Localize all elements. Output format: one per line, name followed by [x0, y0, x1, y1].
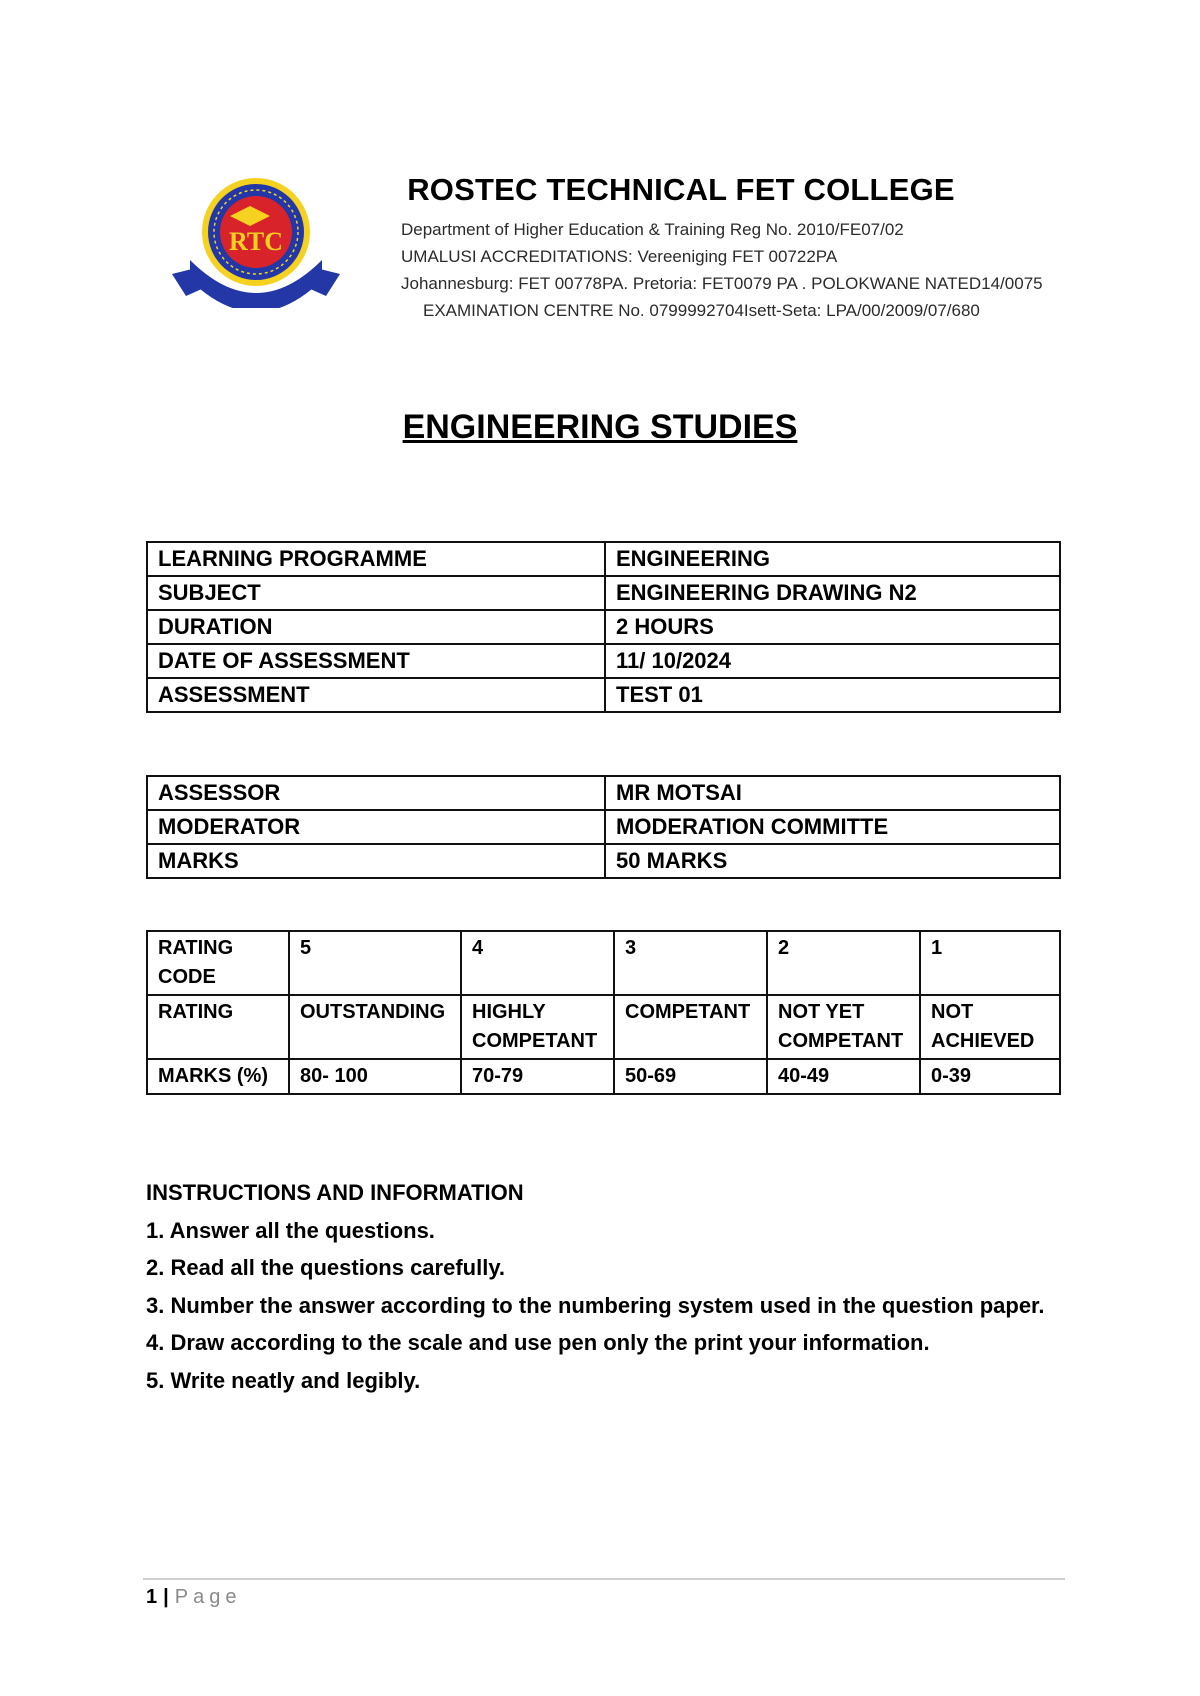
table-row	[147, 931, 1060, 995]
detail-value: ENGINEERING DRAWING N2	[605, 576, 1060, 610]
rating-cell: HIGHLY COMPETANT	[461, 995, 614, 1059]
campus-line: Johannesburg: FET 00778PA. Pretoria: FET0079 PA . POLOKWANE NATED14/0075	[401, 274, 1043, 293]
registration-line: Department of Higher Education & Training Reg No. 2010/FE07/02	[401, 220, 904, 239]
document-title: ENGINEERING STUDIES	[402, 408, 798, 446]
table-row	[147, 644, 1060, 678]
rating-cell: NOT YET COMPETANT	[767, 995, 920, 1059]
letterhead	[166, 172, 1046, 332]
rating-cell: 40-49	[767, 1059, 920, 1094]
staff-table	[146, 775, 1061, 879]
detail-label: LEARNING PROGRAMME	[147, 542, 605, 576]
rating-cell: 4	[461, 931, 614, 995]
rating-cell: 1	[920, 931, 1060, 995]
instructions-title: INSTRUCTIONS AND INFORMATION	[146, 1180, 524, 1205]
college-logo	[166, 176, 346, 308]
footer-separator: |	[163, 1586, 169, 1608]
instruction-item: 2. Read all the questions carefully.	[146, 1255, 506, 1280]
table-row	[147, 576, 1060, 610]
page-label: Page	[174, 1586, 242, 1608]
accreditation-line: UMALUSI ACCREDITATIONS: Vereeniging FET 00722PA	[401, 247, 838, 266]
table-row	[147, 810, 1060, 844]
rating-cell: COMPETANT	[614, 995, 767, 1059]
instruction-item: 3. Number the answer according to the numbering system used in the question paper.	[146, 1292, 1045, 1318]
table-row	[147, 610, 1060, 644]
staff-label: MODERATOR	[147, 810, 605, 844]
table-row	[147, 776, 1060, 810]
rating-cell: 50-69	[614, 1059, 767, 1094]
instruction-item: 1. Answer all the questions.	[146, 1217, 435, 1243]
rating-cell: 80- 100	[289, 1059, 461, 1094]
assessment-details-table	[146, 541, 1061, 713]
exam-centre-line: EXAMINATION CENTRE No. 0799992704Isett-Seta: LPA/00/2009/07/680	[423, 301, 980, 320]
page-number: 1	[146, 1586, 158, 1608]
detail-label: ASSESSMENT	[147, 678, 605, 712]
rating-cell: RATING	[147, 995, 289, 1059]
rating-cell: 5	[289, 931, 461, 995]
detail-label: DATE OF ASSESSMENT	[147, 644, 605, 678]
staff-value: MR MOTSAI	[605, 776, 1060, 810]
instructions-section	[146, 1174, 1076, 1399]
detail-value: 11/ 10/2024	[605, 644, 1060, 678]
staff-label: MARKS	[147, 844, 605, 878]
detail-value: 2 HOURS	[605, 610, 1060, 644]
table-row	[147, 542, 1060, 576]
table-row	[147, 995, 1060, 1059]
footer-divider	[143, 1578, 1065, 1580]
rating-cell: 3	[614, 931, 767, 995]
rating-table	[146, 930, 1061, 1095]
staff-value: 50 MARKS	[605, 844, 1060, 878]
rating-cell: OUTSTANDING	[289, 995, 461, 1059]
rating-cell: MARKS (%)	[147, 1059, 289, 1094]
rating-cell: NOT ACHIEVED	[920, 995, 1060, 1059]
rating-cell: RATING CODE	[147, 931, 289, 995]
detail-label: SUBJECT	[147, 576, 605, 610]
detail-label: DURATION	[147, 610, 605, 644]
rating-cell: 70-79	[461, 1059, 614, 1094]
detail-value: ENGINEERING	[605, 542, 1060, 576]
table-row	[147, 678, 1060, 712]
rating-cell: 0-39	[920, 1059, 1060, 1094]
table-row	[147, 1059, 1060, 1094]
detail-value: TEST 01	[605, 678, 1060, 712]
logo-lettering: RTC	[229, 227, 283, 256]
table-row	[147, 844, 1060, 878]
rating-cell: 2	[767, 931, 920, 995]
college-details	[401, 172, 1046, 324]
instruction-item: 4. Draw according to the scale and use pen only the print your information.	[146, 1330, 930, 1355]
staff-label: ASSESSOR	[147, 776, 605, 810]
instruction-item: 5. Write neatly and legibly.	[146, 1367, 421, 1393]
page-footer	[146, 1586, 241, 1609]
college-name: ROSTEC TECHNICAL FET COLLEGE	[407, 172, 955, 207]
staff-value: MODERATION COMMITTE	[605, 810, 1060, 844]
